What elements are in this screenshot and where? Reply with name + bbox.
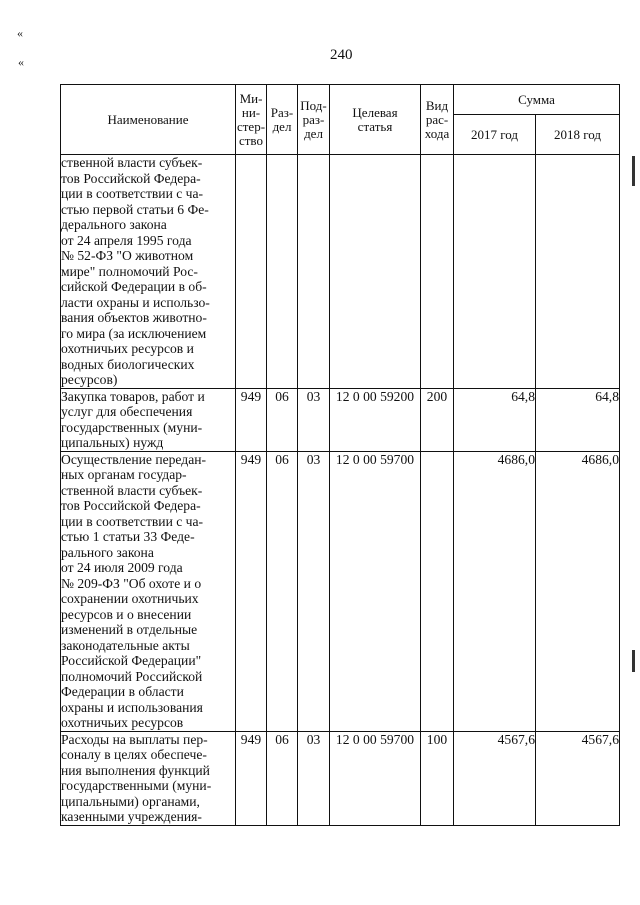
cell-section: [267, 155, 298, 389]
header-ministry: [236, 85, 267, 155]
cell-target-article: [330, 451, 421, 731]
cell-section: [267, 388, 298, 451]
cell-section-text: 06: [275, 731, 289, 747]
header-expense-type-text: Вид рас- хода: [424, 97, 450, 141]
header-sum-text: Сумма: [518, 91, 555, 107]
cell-amount-2018: [536, 451, 620, 731]
cell-subsection: [298, 155, 330, 389]
cell-section: [267, 731, 298, 825]
cell-subsection: [298, 731, 330, 825]
header-year-2018: [536, 115, 620, 155]
cell-subsection: [298, 388, 330, 451]
margin-mark: «: [17, 26, 23, 40]
cell-amount-2017: [454, 451, 536, 731]
header-expense-type: [421, 85, 454, 155]
cell-amount-2018-text: 4686,0: [581, 451, 619, 467]
header-year-2017: [454, 115, 536, 155]
table-row: [61, 451, 620, 731]
cell-ministry: [236, 451, 267, 731]
table-row: [61, 155, 620, 389]
scan-edge-mark: [632, 650, 635, 672]
header-subsection: [298, 85, 330, 155]
cell-amount-2017: [454, 388, 536, 451]
cell-name-text: Закупка товаров, работ и услуг для обеспечения государственных (муни- ципальных) нужд: [61, 388, 205, 450]
cell-target-article-text: 12 0 00 59700: [335, 451, 415, 467]
table-row: [61, 388, 620, 451]
cell-amount-2018: [536, 155, 620, 389]
cell-subsection-text: 03: [306, 731, 321, 747]
table-row: [61, 731, 620, 825]
header-subsection-text: Под- раз- дел: [300, 97, 327, 141]
cell-subsection: [298, 451, 330, 731]
cell-name-text: Расходы на выплаты пер- соналу в целях обеспече- ния выполнения функций государственными (муни- ципальными) органами, казенными учреждения-: [61, 731, 212, 824]
cell-section: [267, 451, 298, 731]
cell-ministry-text: 949: [240, 451, 262, 467]
cell-section-text: 06: [275, 451, 289, 467]
cell-target-article: [330, 731, 421, 825]
margin-mark: «: [18, 55, 24, 69]
budget-table: [60, 84, 620, 826]
header-name-text: Наименование: [107, 111, 189, 127]
cell-target-article: [330, 388, 421, 451]
cell-amount-2017-text: 64,8: [511, 388, 535, 404]
cell-amount-2018-text: 4567,6: [581, 731, 619, 747]
header-ministry-text: Ми- ни- стер- ство: [236, 90, 266, 148]
cell-name: [61, 731, 236, 825]
cell-name-text: Осуществление передан- ных органам государ- ственной власти субъек- тов Российской Федера- ции в соответствии с ча- стью 1 статьи 33 Феде- рального закона от 24 июля 2009 года № 209-ФЗ "Об охоте и о сохранении охотничьих ресурсов и о внесении изменений в отдельные законодательные акты Российской Федерации" полномочий Российской Федерации в области охраны и использования охотничьих ресурсов: [61, 451, 207, 730]
cell-amount-2018-text: 64,8: [595, 388, 619, 404]
header-target-article: [330, 85, 421, 155]
cell-ministry: [236, 155, 267, 389]
header-section: [267, 85, 298, 155]
header-year-2017-text: 2017 год: [471, 126, 518, 142]
cell-expense-type: [421, 388, 454, 451]
cell-ministry-text: 949: [240, 388, 262, 404]
cell-section-text: 06: [275, 388, 289, 404]
table-body: [61, 155, 620, 826]
page-number: 240: [330, 47, 353, 63]
cell-expense-type: [421, 451, 454, 731]
header-year-2018-text: 2018 год: [554, 126, 601, 142]
cell-ministry: [236, 731, 267, 825]
cell-name: [61, 155, 236, 389]
scan-edge-mark: [632, 156, 635, 186]
header-target-article-text: Целевая статья: [352, 104, 398, 134]
header-sum: [454, 85, 620, 115]
cell-expense-type-text: 200: [426, 388, 448, 404]
header-name: [61, 85, 236, 155]
cell-amount-2018: [536, 388, 620, 451]
cell-subsection-text: 03: [306, 451, 321, 467]
cell-expense-type: [421, 731, 454, 825]
cell-name-text: ственной власти субъек- тов Российской Федера- ции в соответствии с ча- стью первой статьи 6 Фе- дерального закона от 24 апреля 1995 года № 52-ФЗ "О животном мире" полномочий Рос- сийской Федерации в об- ласти охраны и использо- вания объектов животно- го мира (за исключением охотничьих ресурсов и водных биологических ресурсов): [61, 155, 210, 387]
cell-expense-type: [421, 155, 454, 389]
cell-target-article-text: 12 0 00 59200: [335, 388, 415, 404]
cell-subsection-text: 03: [306, 388, 321, 404]
cell-ministry: [236, 388, 267, 451]
cell-amount-2018: [536, 731, 620, 825]
cell-amount-2017: [454, 155, 536, 389]
cell-target-article-text: 12 0 00 59700: [335, 731, 415, 747]
cell-amount-2017-text: 4567,6: [497, 731, 535, 747]
cell-expense-type-text: 100: [426, 731, 448, 747]
cell-amount-2017: [454, 731, 536, 825]
cell-name: [61, 451, 236, 731]
header-section-text: Раз- дел: [270, 104, 294, 134]
cell-name: [61, 388, 236, 451]
cell-amount-2017-text: 4686,0: [497, 451, 535, 467]
cell-target-article: [330, 155, 421, 389]
cell-ministry-text: 949: [240, 731, 262, 747]
